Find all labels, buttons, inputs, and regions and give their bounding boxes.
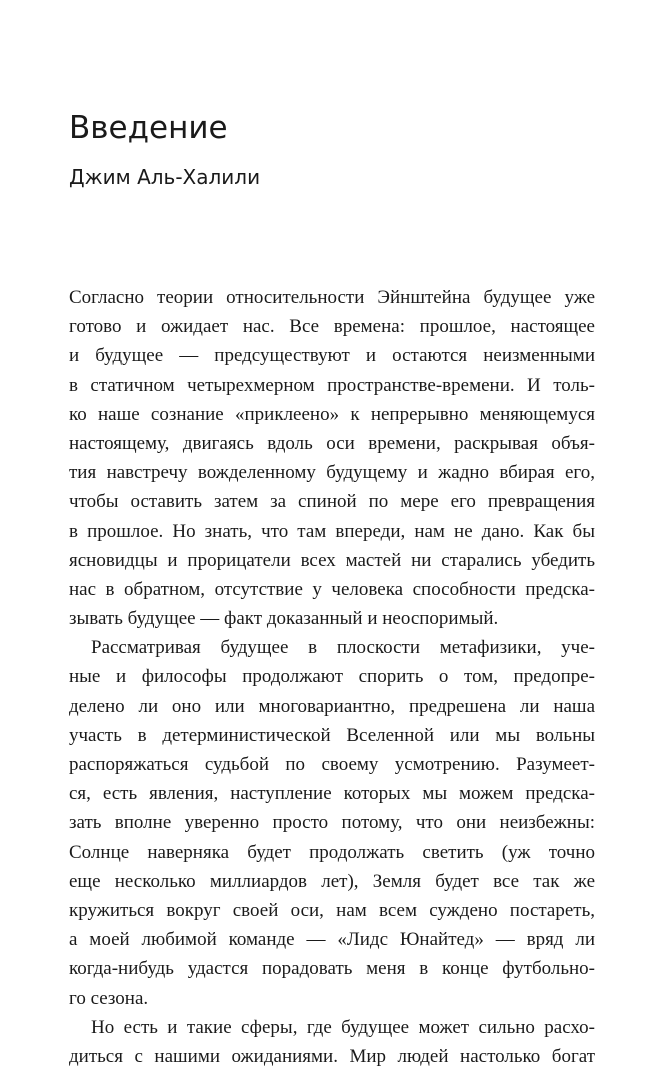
text-line: Согласно теории относительности Эйнштейна будущее уже [69, 287, 595, 308]
text-line: а моей любимой команде — «Лидс Юнайтед» — вряд ли [69, 929, 595, 951]
text-line: в статичном четырехмерном пространстве-времени. И толь- [69, 374, 595, 396]
text-line: зать вполне уверенно просто потому, что они неизбежны: [69, 812, 595, 834]
text-line: Солнце наверняка будет продолжать светить (уж точно [69, 841, 595, 863]
text-line: ные и философы продолжают спорить о том, предопре- [69, 666, 595, 688]
text-line: еще несколько миллиардов лет), Земля будет все так же [69, 870, 595, 892]
chapter-author: Джим Аль-Халили [69, 165, 261, 189]
text-line: ся, есть явления, наступление которых мы можем предска- [69, 783, 595, 805]
text-line: и будущее — предсуществуют и остаются неизменными [69, 345, 595, 367]
body-text [69, 283, 595, 1071]
text-line: настоящему, двигаясь вдоль оси времени, раскрывая объя- [69, 432, 595, 454]
text-line: ко наше сознание «приклеено» к непрерывно меняющемуся [69, 403, 595, 425]
text-line: участь в детерминистической Вселенной или мы вольны [69, 724, 595, 746]
text-line: распоряжаться судьбой по своему усмотрению. Разумеет- [69, 754, 595, 775]
text-line: диться с нашими ожиданиями. Мир людей настолько богат [69, 1045, 595, 1067]
paragraph [69, 633, 595, 1012]
text-line: готово и ожидает нас. Все времена: прошлое, настоящее [69, 316, 595, 338]
text-line: Но есть и такие сферы, где будущее может сильно расхо- [91, 1016, 595, 1038]
text-line: чтобы оставить затем за спиной по мере его превращения [69, 491, 595, 513]
paragraph [69, 283, 595, 633]
text-line: кружиться вокруг своей оси, нам всем суждено постареть, [69, 899, 595, 921]
text-line: го сезона. [69, 987, 149, 1009]
text-line: нас в обратном, отсутствие у человека способности предска- [69, 578, 595, 600]
chapter-title: Введение [69, 110, 228, 146]
text-line: когда-нибудь удастся порадовать меня в конце футбольно- [69, 958, 595, 980]
text-line: в прошлое. Но знать, что там впереди, нам не дано. Как бы [69, 520, 595, 542]
text-line: зывать будущее — факт доказанный и неоспоримый. [69, 608, 499, 630]
paragraph [69, 1013, 595, 1071]
text-line: делено ли оно или многовариантно, предрешена ли наша [69, 695, 595, 717]
text-line: Рассматривая будущее в плоскости метафизики, уче- [91, 637, 595, 659]
text-line: тия навстречу вожделенному будущему и жадно вбирая его, [69, 462, 595, 484]
text-line: ясновидцы и прорицатели всех мастей ни старались убедить [69, 549, 595, 571]
